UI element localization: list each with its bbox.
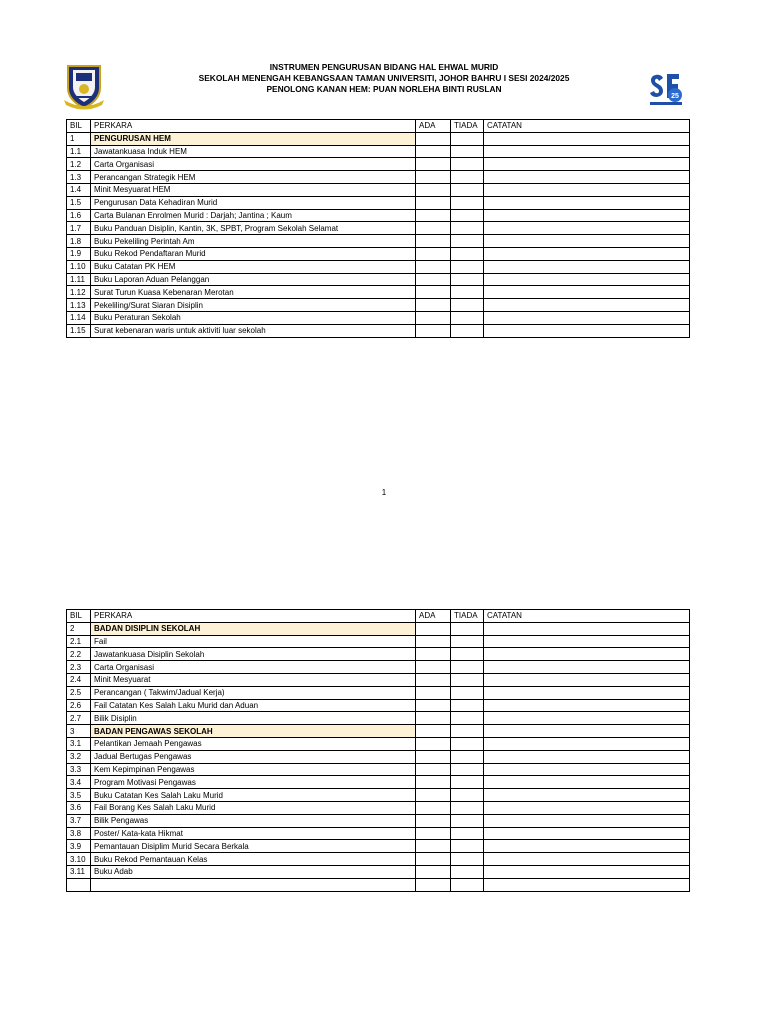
catatan-cell — [484, 286, 690, 299]
header-title: INSTRUMEN PENGURUSAN BIDANG HAL EHWAL MURID — [269, 62, 499, 72]
tiada-cell — [451, 840, 484, 853]
table-row — [67, 827, 690, 840]
catatan-cell — [484, 661, 690, 674]
table-row — [67, 737, 690, 750]
perkara-cell: Pekeliling/Surat Siaran Disiplin — [91, 299, 416, 312]
table-row — [67, 209, 690, 222]
ada-cell — [416, 750, 451, 763]
catatan-cell — [484, 196, 690, 209]
catatan-cell — [484, 222, 690, 235]
table-row — [67, 840, 690, 853]
catatan-cell — [484, 209, 690, 222]
tiada-cell — [451, 814, 484, 827]
checklist-table-1 — [66, 119, 690, 338]
catatan-cell — [484, 183, 690, 196]
table-row — [67, 635, 690, 648]
ada-cell — [416, 183, 451, 196]
table-row — [67, 648, 690, 661]
ada-cell — [416, 158, 451, 171]
table-header-row — [67, 120, 690, 133]
tiada-cell — [451, 247, 484, 260]
bil-cell: 3.8 — [67, 827, 91, 840]
bil-cell: 2.4 — [67, 673, 91, 686]
perkara-cell: Buku Rekod Pendaftaran Murid — [91, 247, 416, 260]
table-row — [67, 686, 690, 699]
table-row — [67, 171, 690, 184]
tiada-cell — [451, 209, 484, 222]
tiada-cell — [451, 776, 484, 789]
perkara-cell: Minit Mesyuarat HEM — [91, 183, 416, 196]
bil-cell: 3 — [67, 725, 91, 738]
table-row — [67, 311, 690, 324]
catatan-cell — [484, 776, 690, 789]
ada-cell — [416, 827, 451, 840]
ada-cell — [416, 145, 451, 158]
tiada-cell — [451, 801, 484, 814]
table-row — [67, 183, 690, 196]
perkara-cell: Minit Mesyuarat — [91, 673, 416, 686]
catatan-cell — [484, 273, 690, 286]
perkara-cell: Surat Turun Kuasa Kebenaran Merotan — [91, 286, 416, 299]
tiada-cell — [451, 712, 484, 725]
perkara-cell: Buku Pekeliling Perintah Am — [91, 235, 416, 248]
catatan-cell — [484, 789, 690, 802]
tiada-cell — [451, 699, 484, 712]
perkara-cell: Pemantauan Disiplim Murid Secara Berkala — [91, 840, 416, 853]
perkara-cell: Bilik Disiplin — [91, 712, 416, 725]
perkara-cell: Jawatankuasa Induk HEM — [91, 145, 416, 158]
perkara-cell: Jadual Bertugas Pengawas — [91, 750, 416, 763]
ada-cell — [416, 686, 451, 699]
tiada-cell — [451, 827, 484, 840]
tiada-cell — [451, 222, 484, 235]
catatan-cell — [484, 814, 690, 827]
table-row — [67, 145, 690, 158]
ada-cell — [416, 311, 451, 324]
bil-cell: 1.6 — [67, 209, 91, 222]
bil-cell: 2.7 — [67, 712, 91, 725]
header-school: SEKOLAH MENENGAH KEBANGSAAN TAMAN UNIVERSITI, JOHOR BAHRU I SESI 2024/2025 — [198, 73, 570, 83]
tiada-cell — [451, 299, 484, 312]
tiada-cell — [451, 622, 484, 635]
column-header-perkara: PERKARA — [91, 610, 416, 623]
bil-cell: 1.8 — [67, 235, 91, 248]
bil-cell — [67, 878, 91, 891]
table-row — [67, 196, 690, 209]
perkara-cell: Fail Borang Kes Salah Laku Murid — [91, 801, 416, 814]
column-header-catatan: CATATAN — [484, 120, 690, 133]
header-officer: PENOLONG KANAN HEM: PUAN NORLEHA BINTI RUSLAN — [266, 84, 502, 94]
perkara-cell: Carta Bulanan Enrolmen Murid : Darjah; Jantina ; Kaum — [91, 209, 416, 222]
bil-cell: 3.5 — [67, 789, 91, 802]
catatan-cell — [484, 750, 690, 763]
catatan-cell — [484, 737, 690, 750]
perkara-cell: Perancangan Strategik HEM — [91, 171, 416, 184]
tiada-cell — [451, 171, 484, 184]
tiada-cell — [451, 878, 484, 891]
tiada-cell — [451, 737, 484, 750]
ada-cell — [416, 725, 451, 738]
ada-cell — [416, 763, 451, 776]
tiada-cell — [451, 673, 484, 686]
ada-cell — [416, 324, 451, 337]
catatan-cell — [484, 801, 690, 814]
ada-cell — [416, 712, 451, 725]
bil-cell: 1.9 — [67, 247, 91, 260]
ada-cell — [416, 840, 451, 853]
ada-cell — [416, 235, 451, 248]
bil-cell: 1.2 — [67, 158, 91, 171]
perkara-cell: Pelantikan Jemaah Pengawas — [91, 737, 416, 750]
catatan-cell — [484, 235, 690, 248]
catatan-cell — [484, 853, 690, 866]
ada-cell — [416, 878, 451, 891]
bil-cell: 3.7 — [67, 814, 91, 827]
bil-cell: 1.10 — [67, 260, 91, 273]
column-header-perkara: PERKARA — [91, 120, 416, 133]
catatan-cell — [484, 712, 690, 725]
table-row — [67, 789, 690, 802]
table-row — [67, 324, 690, 337]
perkara-cell: Buku Laporan Aduan Pelanggan — [91, 273, 416, 286]
ada-cell — [416, 171, 451, 184]
catatan-cell — [484, 311, 690, 324]
ada-cell — [416, 209, 451, 222]
tiada-cell — [451, 686, 484, 699]
column-header-bil: BIL — [67, 120, 91, 133]
catatan-cell — [484, 725, 690, 738]
bil-cell: 1.14 — [67, 311, 91, 324]
catatan-cell — [484, 865, 690, 878]
perkara-cell: Pengurusan Data Kehadiran Murid — [91, 196, 416, 209]
bil-cell: 1.15 — [67, 324, 91, 337]
catatan-cell — [484, 673, 690, 686]
page-number: 1 — [381, 488, 387, 497]
table-row — [67, 776, 690, 789]
table-row — [67, 750, 690, 763]
perkara-cell: Poster/ Kata-kata Hikmat — [91, 827, 416, 840]
table-row — [67, 260, 690, 273]
bil-cell: 2.1 — [67, 635, 91, 648]
ada-cell — [416, 661, 451, 674]
tiada-cell — [451, 865, 484, 878]
catatan-cell — [484, 145, 690, 158]
ada-cell — [416, 699, 451, 712]
column-header-ada: ADA — [416, 120, 451, 133]
bil-cell: 1.5 — [67, 196, 91, 209]
column-header-catatan: CATATAN — [484, 610, 690, 623]
ada-cell — [416, 737, 451, 750]
tiada-cell — [451, 311, 484, 324]
tiada-cell — [451, 635, 484, 648]
ada-cell — [416, 853, 451, 866]
perkara-cell: Buku Catatan PK HEM — [91, 260, 416, 273]
tiada-cell — [451, 763, 484, 776]
bil-cell: 2.6 — [67, 699, 91, 712]
tiada-cell — [451, 789, 484, 802]
catatan-cell — [484, 171, 690, 184]
tiada-cell — [451, 145, 484, 158]
perkara-cell: Buku Panduan Disiplin, Kantin, 3K, SPBT, Program Sekolah Selamat — [91, 222, 416, 235]
perkara-cell: Buku Peraturan Sekolah — [91, 311, 416, 324]
perkara-cell: BADAN DISIPLIN SEKOLAH — [91, 622, 416, 635]
table-row — [67, 235, 690, 248]
table-row — [67, 878, 690, 891]
sekolah-logo — [647, 70, 685, 108]
perkara-cell: Buku Adab — [91, 865, 416, 878]
perkara-cell: BADAN PENGAWAS SEKOLAH — [91, 725, 416, 738]
ada-cell — [416, 273, 451, 286]
perkara-cell: Carta Organisasi — [91, 158, 416, 171]
perkara-cell: Perancangan ( Takwim/Jadual Kerja) — [91, 686, 416, 699]
section-row — [67, 132, 690, 145]
tiada-cell — [451, 273, 484, 286]
ada-cell — [416, 801, 451, 814]
ada-cell — [416, 622, 451, 635]
table-row — [67, 299, 690, 312]
bil-cell: 1.12 — [67, 286, 91, 299]
perkara-cell: Surat kebenaran waris untuk aktiviti luar sekolah — [91, 324, 416, 337]
ada-cell — [416, 814, 451, 827]
ada-cell — [416, 635, 451, 648]
bil-cell: 3.6 — [67, 801, 91, 814]
table-row — [67, 247, 690, 260]
bil-cell: 1.3 — [67, 171, 91, 184]
ada-cell — [416, 132, 451, 145]
bil-cell: 3.9 — [67, 840, 91, 853]
checklist-table-2 — [66, 609, 690, 892]
ada-cell — [416, 286, 451, 299]
perkara-cell: Carta Organisasi — [91, 661, 416, 674]
section-row — [67, 725, 690, 738]
tiada-cell — [451, 725, 484, 738]
bil-cell: 1.11 — [67, 273, 91, 286]
catatan-cell — [484, 132, 690, 145]
perkara-cell: Jawatankuasa Disiplin Sekolah — [91, 648, 416, 661]
table-row — [67, 712, 690, 725]
ada-cell — [416, 260, 451, 273]
catatan-cell — [484, 324, 690, 337]
bil-cell: 3.4 — [67, 776, 91, 789]
tiada-cell — [451, 648, 484, 661]
bil-cell: 2.2 — [67, 648, 91, 661]
table-header-row — [67, 610, 690, 623]
tiada-cell — [451, 286, 484, 299]
ada-cell — [416, 776, 451, 789]
table-row — [67, 673, 690, 686]
perkara-cell: PENGURUSAN HEM — [91, 132, 416, 145]
table-row — [67, 853, 690, 866]
ada-cell — [416, 648, 451, 661]
column-header-bil: BIL — [67, 610, 91, 623]
table-row — [67, 801, 690, 814]
tiada-cell — [451, 132, 484, 145]
logo-badge-text: 25 — [671, 93, 679, 100]
tiada-cell — [451, 235, 484, 248]
perkara-cell: Bilik Pengawas — [91, 814, 416, 827]
ada-cell — [416, 673, 451, 686]
bil-cell: 1.13 — [67, 299, 91, 312]
perkara-cell — [91, 878, 416, 891]
bil-cell: 1 — [67, 132, 91, 145]
perkara-cell: Buku Catatan Kes Salah Laku Murid — [91, 789, 416, 802]
column-header-ada: ADA — [416, 610, 451, 623]
catatan-cell — [484, 699, 690, 712]
table-row — [67, 865, 690, 878]
bil-cell: 3.3 — [67, 763, 91, 776]
section-row — [67, 622, 690, 635]
catatan-cell — [484, 158, 690, 171]
catatan-cell — [484, 686, 690, 699]
bil-cell: 3.2 — [67, 750, 91, 763]
catatan-cell — [484, 648, 690, 661]
catatan-cell — [484, 827, 690, 840]
catatan-cell — [484, 299, 690, 312]
tiada-cell — [451, 750, 484, 763]
tiada-cell — [451, 324, 484, 337]
catatan-cell — [484, 247, 690, 260]
tiada-cell — [451, 196, 484, 209]
catatan-cell — [484, 635, 690, 648]
perkara-cell: Fail Catatan Kes Salah Laku Murid dan Aduan — [91, 699, 416, 712]
tiada-cell — [451, 853, 484, 866]
bil-cell: 2.3 — [67, 661, 91, 674]
perkara-cell: Buku Rekod Pemantauan Kelas — [91, 853, 416, 866]
table-row — [67, 222, 690, 235]
table-row — [67, 699, 690, 712]
catatan-cell — [484, 260, 690, 273]
table-row — [67, 273, 690, 286]
perkara-cell: Fail — [91, 635, 416, 648]
bil-cell: 3.1 — [67, 737, 91, 750]
ada-cell — [416, 247, 451, 260]
catatan-cell — [484, 622, 690, 635]
tiada-cell — [451, 661, 484, 674]
table-row — [67, 158, 690, 171]
bil-cell: 1.7 — [67, 222, 91, 235]
table-row — [67, 763, 690, 776]
tiada-cell — [451, 158, 484, 171]
bil-cell: 2 — [67, 622, 91, 635]
table-row — [67, 286, 690, 299]
bil-cell: 1.1 — [67, 145, 91, 158]
ada-cell — [416, 196, 451, 209]
catatan-cell — [484, 763, 690, 776]
column-header-tiada: TIADA — [451, 120, 484, 133]
ada-cell — [416, 789, 451, 802]
perkara-cell: Program Motivasi Pengawas — [91, 776, 416, 789]
ada-cell — [416, 222, 451, 235]
catatan-cell — [484, 840, 690, 853]
bil-cell: 3.10 — [67, 853, 91, 866]
column-header-tiada: TIADA — [451, 610, 484, 623]
catatan-cell — [484, 878, 690, 891]
bil-cell: 3.11 — [67, 865, 91, 878]
bil-cell: 1.4 — [67, 183, 91, 196]
table-row — [67, 661, 690, 674]
bil-cell: 2.5 — [67, 686, 91, 699]
ada-cell — [416, 299, 451, 312]
perkara-cell: Kem Kepimpinan Pengawas — [91, 763, 416, 776]
ada-cell — [416, 865, 451, 878]
tiada-cell — [451, 183, 484, 196]
tiada-cell — [451, 260, 484, 273]
table-row — [67, 814, 690, 827]
